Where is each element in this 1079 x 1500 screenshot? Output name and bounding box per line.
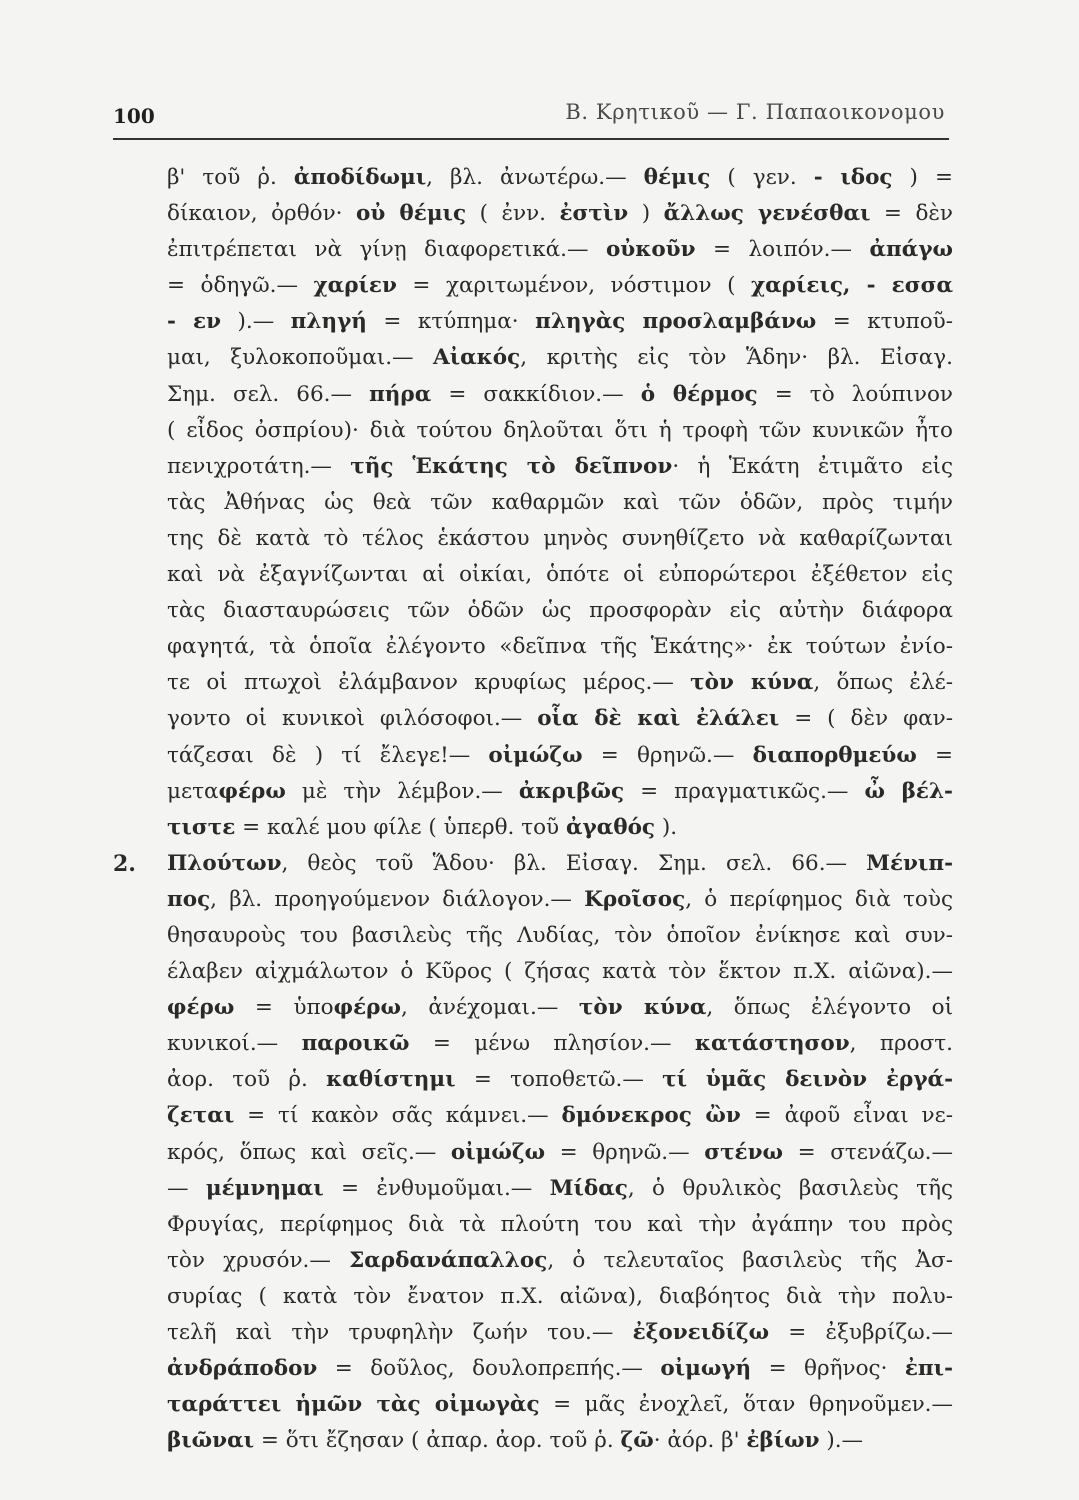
- bold-term: οἰμωγή: [660, 1356, 752, 1382]
- bold-term: ὦ βέλ-: [864, 778, 953, 804]
- bold-term: διαπορθμεύω: [752, 742, 917, 768]
- text-line: συρίας ( κατὰ τὸν ἔνατον π.Χ. αἰῶνα), διαβόητος διὰ τὴν πολυ-: [167, 1283, 953, 1309]
- text-line: φέρω = ὑποφέρω, ἀνέχομαι.— τὸν κύνα, ὅπως ἐλέγοντο οἱ: [167, 995, 953, 1021]
- bold-term: οἰμώζω: [450, 1139, 546, 1165]
- bold-term: πος: [167, 886, 211, 912]
- bold-term: Μίδας: [549, 1175, 628, 1201]
- bold-term: ἀποδίδωμι: [293, 165, 427, 190]
- bold-term: Πλούτων: [167, 850, 282, 876]
- text-line: - εν ).— πληγή = κτύπημα· πληγὰς προσλαμβάνω = κτυποῦ-: [167, 309, 953, 335]
- text-line: — μέμνημαι = ἐνθυμοῦμαι.— Μίδας, ὁ θρυλικὸς βασιλεὺς τῆς: [167, 1175, 953, 1201]
- bold-term: ταράττει ἡμῶν τὰς οἰμωγὰς: [167, 1392, 540, 1418]
- entry-number: 2.: [113, 850, 136, 877]
- bold-term: μέμνημαι: [205, 1175, 324, 1201]
- bold-term: οὐκοῦν: [605, 237, 696, 263]
- text-line: ( εἶδος ὀσπρίου)· διὰ τούτου δηλοῦται ὅτι ἡ τροφὴ τῶν κυνικῶν ἦτο: [167, 417, 953, 443]
- text-line: καὶ νὰ ἐξαγνίζωνται αἱ οἰκίαι, ὁπότε οἱ εὐπορώτεροι ἐξέθετον εἰς: [167, 562, 953, 588]
- text-line: κρός, ὅπως καὶ σεῖς.— οἰμώζω = θρηνῶ.— στένω = στενάζω.—: [167, 1139, 953, 1165]
- bold-term: οἰμώζω: [488, 742, 583, 768]
- text-line: ἀορ. τοῦ ῥ. καθίστημι = τοποθετῶ.— τί ὑμᾶς δεινὸν ἐργά-: [167, 1067, 953, 1093]
- text-line: = ὁδηγῶ.— χαρίεν = χαριτωμένον, νόστιμον ( χαρίεις, - εσσα: [167, 273, 953, 299]
- text-line: Σημ. σελ. 66.— πήρα = σακκίδιον.— ὁ θέρμος = τὸ λούπινον: [167, 381, 953, 407]
- bold-term: φέρω: [218, 778, 286, 804]
- text-line: πενιχροτάτη.— τῆς Ἑκάτης τὸ δεῖπνον· ἡ Ἑκάτη ἐτιμᾶτο εἰς: [167, 453, 953, 479]
- text-line: ἀνδράποδον = δοῦλος, δουλοπρεπής.— οἰμωγή = θρῆνος· ἐπι-: [167, 1356, 953, 1382]
- bold-term: Κροῖσος: [584, 886, 686, 912]
- text-line: Φρυγίας, περίφημος διὰ τὰ πλούτη του καὶ τὴν ἀγάπην του πρὸς: [167, 1211, 953, 1237]
- header-rule: [113, 138, 949, 140]
- bold-term: χαρίεις, - εσσα: [750, 273, 953, 299]
- bold-term: φέρω: [333, 995, 401, 1021]
- text-line: φαγητά, τὰ ὁποῖα ἐλέγοντο «δεῖπνα τῆς Ἑκάτης»· ἐκ τούτων ἐνίο-: [167, 634, 953, 660]
- body-text: [113, 160, 953, 1459]
- page-header: [113, 100, 945, 140]
- bold-term: ἀκριβῶς: [518, 778, 625, 804]
- text-line: ταράττει ἡμῶν τὰς οἰμωγὰς = μᾶς ἐνοχλεῖ, ὅταν θρηνοῦμεν.—: [167, 1392, 953, 1418]
- text-line: τάζεσαι δὲ ) τί ἔλεγε!— οἰμώζω = θρηνῶ.— διαπορθμεύω =: [167, 742, 953, 768]
- bold-term: τιστε: [167, 814, 236, 840]
- text-line: ἐπιτρέπεται νὰ γίνῃ διαφορετικά.— οὐκοῦν = λοιπόν.— ἀπάγω: [167, 237, 953, 263]
- text-line: μαι, ξυλοκοποῦμαι.— Αἰακός, κριτὴς εἰς τὸν Ἅδην· βλ. Εἰσαγ.: [167, 345, 953, 371]
- text-line: μεταφέρω μὲ τὴν λέμβον.— ἀκριβῶς = πραγματικῶς.— ὦ βέλ-: [167, 778, 953, 804]
- bold-term: πληγὰς προσλαμβάνω: [535, 309, 817, 335]
- bold-term: παροικῶ: [301, 1031, 410, 1057]
- bold-term: ἄλλως γενέσθαι: [663, 201, 871, 227]
- text-line: βιῶναι = ὅτι ἔζησαν ( ἀπαρ. ἀορ. τοῦ ῥ. ζῶ· ἀόρ. β' ἐβίων ).—: [167, 1428, 864, 1454]
- text-line: κυνικοί.— παροικῶ = μένω πλησίον.— κατάστησον, προστ.: [167, 1031, 953, 1057]
- text-line: Πλούτων, θεὸς τοῦ Ἅδου· βλ. Εἰσαγ. Σημ. σελ. 66.— Μένιπ-: [167, 850, 953, 876]
- bold-term: ζῶ: [620, 1428, 654, 1454]
- bold-term: στένω: [704, 1139, 784, 1165]
- text-line: γοντο οἱ κυνικοὶ φιλόσοφοι.— οἷα δὲ καὶ ἐλάλει = ( δὲν φαν-: [167, 706, 953, 732]
- bold-term: ἐπι-: [904, 1356, 953, 1382]
- bold-term: πληγή: [290, 309, 367, 335]
- bold-term: ἐξονειδίζω: [632, 1320, 770, 1345]
- bold-term: βιῶναι: [167, 1428, 255, 1454]
- bold-term: ὁ θέρμος: [640, 381, 758, 407]
- bold-term: - ιδος: [813, 165, 893, 190]
- text-line: πος, βλ. προηγούμενον διάλογον.— Κροῖσος, ὁ περίφημος διὰ τοὺς: [167, 886, 953, 912]
- bold-term: ἐβίων: [746, 1428, 820, 1454]
- bold-term: οἷα δὲ καὶ ἐλάλει: [537, 706, 780, 732]
- text-line: τιστε = καλέ μου φίλε ( ὑπερθ. τοῦ ἀγαθός ).: [167, 814, 678, 840]
- bold-term: θέμις: [643, 165, 711, 190]
- text-line: έλαβεν αἰχμάλωτον ὁ Κῦρος ( ζήσας κατὰ τὸν ἕκτον π.Χ. αἰῶνα).—: [167, 959, 953, 985]
- bold-term: - εν: [167, 309, 222, 335]
- bold-term: ἐστὶν: [559, 201, 629, 227]
- text-line: δίκαιον, ὀρθόν· οὐ θέμις ( ἐνν. ἐστὶν ) ἄλλως γενέσθαι = δὲν: [167, 201, 953, 227]
- bold-term: τὸν κύνα: [578, 995, 707, 1021]
- bold-term: δμόνεκρος ὢν: [561, 1103, 741, 1129]
- bold-term: ζεται: [167, 1103, 235, 1129]
- bold-term: ἀγαθός: [565, 814, 656, 840]
- bold-term: τῆς Ἑκάτης τὸ δεῖπνον: [350, 453, 673, 479]
- text-line: τὸν χρυσόν.— Σαρδανάπαλλος, ὁ τελευταῖος βασιλεὺς τῆς Ἀσ-: [167, 1247, 953, 1273]
- bold-term: Σαρδανάπαλλος: [349, 1247, 548, 1273]
- bold-term: τὸν κύνα: [690, 670, 814, 696]
- bold-term: τί ὑμᾶς δεινὸν ἐργά-: [662, 1067, 953, 1093]
- text-line: θησαυροὺς του βασιλεὺς τῆς Λυδίας, τὸν ὁποῖον ἐνίκησε καὶ συν-: [167, 922, 953, 948]
- text-line: τελῆ καὶ τὴν τρυφηλὴν ζωήν του.— ἐξονειδίζω = ἐξυβρίζω.—: [167, 1320, 953, 1345]
- text-line: τὰς διασταυρώσεις τῶν ὁδῶν ὡς προσφορὰν εἰς αὐτὴν διάφορα: [167, 598, 953, 624]
- bold-term: φέρω: [167, 995, 235, 1021]
- running-head: Β. Κρητικοῦ — Γ. Παπαοικονομου: [565, 100, 945, 124]
- text-line: τὰς Ἀθήνας ὡς θεὰ τῶν καθαρμῶν καὶ τῶν ὁδῶν, πρὸς τιμήν: [167, 489, 953, 515]
- bold-term: καθίστημι: [326, 1067, 456, 1093]
- bold-term: πήρα: [369, 381, 432, 407]
- text-line: ζεται = τί κακὸν σᾶς κάμνει.— δμόνεκρος ὢν = ἀφοῦ εἶναι νε-: [167, 1103, 953, 1129]
- bold-term: ἀνδράποδον: [167, 1356, 318, 1382]
- bold-term: κατάστησον: [694, 1031, 850, 1057]
- bold-term: Μένιπ-: [866, 850, 953, 876]
- bold-term: χαρίεν: [313, 273, 397, 299]
- text-line: της δὲ κατὰ τὸ τέλος ἑκάστου μηνὸς συνηθίζετο νὰ καθαρίζωνται: [167, 525, 953, 551]
- text-line: β' τοῦ ῥ. ἀποδίδωμι, βλ. ἀνωτέρω.— θέμις ( γεν. - ιδος ) =: [167, 165, 953, 190]
- bold-term: ἀπάγω: [869, 237, 953, 263]
- bold-term: οὐ θέμις: [356, 201, 467, 227]
- page-number: 100: [113, 104, 155, 128]
- text-line: τε οἱ πτωχοὶ ἐλάμβανον κρυφίως μέρος.— τὸν κύνα, ὅπως ἐλέ-: [167, 670, 953, 696]
- bold-term: Αἰακός: [433, 345, 521, 371]
